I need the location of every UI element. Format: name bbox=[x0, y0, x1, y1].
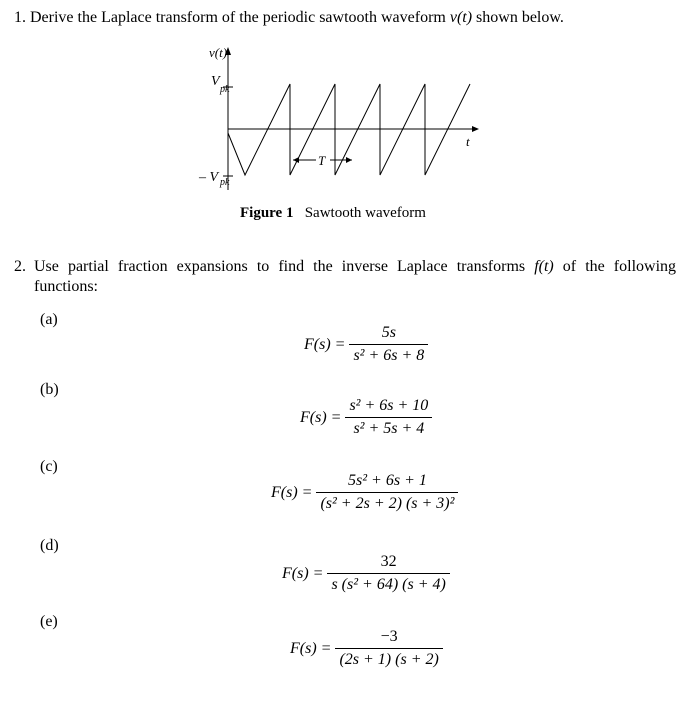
neg-vpk-label: – V bbox=[199, 170, 219, 185]
figure-caption bbox=[240, 205, 426, 222]
part-a-label: (a) bbox=[40, 311, 58, 328]
equation-b-numerator: s² + 6s + 10 bbox=[349, 397, 429, 414]
sawtooth-waveform-figure bbox=[190, 40, 490, 200]
neg-vpk-subscript: pk bbox=[220, 177, 230, 188]
part-d-label: (d) bbox=[40, 537, 59, 554]
equation-e-numerator: −3 bbox=[380, 628, 398, 645]
part-e-label: (e) bbox=[40, 613, 58, 630]
part-c-label: (c) bbox=[40, 458, 58, 475]
period-arrowhead-right bbox=[346, 157, 352, 163]
equation-a-fraction bbox=[349, 324, 428, 365]
equation-e-lhs: F(s) = bbox=[290, 639, 332, 657]
equation-c bbox=[271, 472, 458, 513]
equation-c-denominator: (s² + 2s + 2) (s + 3)² bbox=[320, 495, 455, 512]
question-1 bbox=[14, 8, 564, 28]
equation-e-denominator: (2s + 1) (s + 2) bbox=[339, 651, 439, 668]
part-b-label: (b) bbox=[40, 381, 59, 398]
period-label: T bbox=[318, 153, 326, 168]
equation-d bbox=[282, 553, 450, 594]
equation-b-lhs: F(s) = bbox=[300, 408, 342, 426]
t-axis-label: t bbox=[466, 134, 470, 149]
y-axis-label: v(t) bbox=[209, 45, 228, 60]
question-2 bbox=[14, 257, 676, 297]
equation-d-numerator: 32 bbox=[380, 553, 397, 570]
figure-caption-text: Sawtooth waveform bbox=[304, 205, 426, 221]
equation-a-lhs: F(s) = bbox=[304, 335, 346, 353]
question-1-text: Derive the Laplace transform of the periodic sawtooth waveform v(t) shown below. bbox=[30, 9, 564, 26]
equation-e bbox=[290, 628, 443, 669]
equation-b-fraction bbox=[345, 397, 432, 438]
figure-caption-label: Figure 1 bbox=[240, 205, 294, 221]
vpk-label: V bbox=[211, 74, 220, 89]
equation-a-denominator: s² + 6s + 8 bbox=[353, 347, 425, 364]
question-2-text: Use partial fraction expansions to find the inverse Laplace transforms f(t) of the following functions: bbox=[34, 258, 677, 295]
equation-b-denominator: s² + 5s + 4 bbox=[353, 420, 425, 437]
equation-b bbox=[300, 397, 432, 438]
equation-a-numerator: 5s bbox=[381, 324, 396, 341]
equation-d-lhs: F(s) = bbox=[282, 564, 324, 582]
question-2-number: 2. bbox=[14, 258, 26, 275]
equation-c-numerator: 5s² + 6s + 1 bbox=[348, 472, 427, 489]
equation-a bbox=[304, 324, 428, 365]
equation-c-lhs: F(s) = bbox=[271, 483, 313, 501]
x-axis-arrow bbox=[472, 126, 479, 132]
equation-d-denominator: s (s² + 64) (s + 4) bbox=[331, 576, 446, 593]
equation-c-fraction bbox=[316, 472, 458, 513]
equation-e-fraction bbox=[335, 628, 442, 669]
question-1-number: 1. bbox=[14, 9, 26, 26]
equation-d-fraction bbox=[327, 553, 449, 594]
vpk-subscript: pk bbox=[220, 84, 230, 95]
